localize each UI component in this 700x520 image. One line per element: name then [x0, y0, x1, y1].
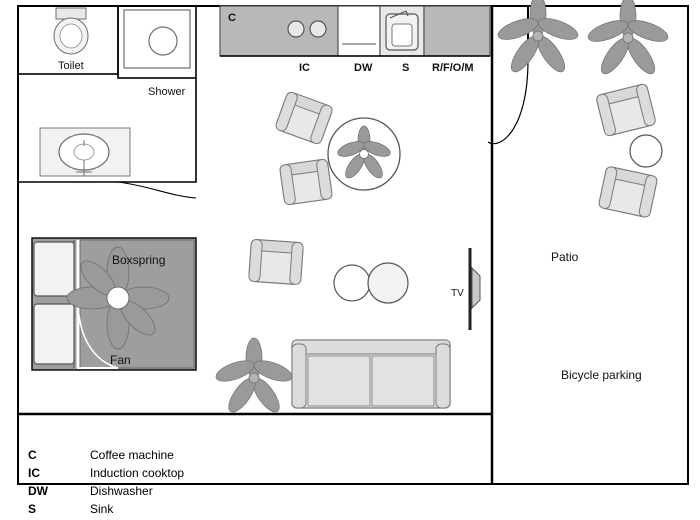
label-shower: Shower [148, 86, 186, 98]
washbasin-fixture [40, 128, 130, 176]
legend-value: Dishwasher [90, 484, 153, 498]
label-sink-tag: S [402, 62, 410, 74]
legend-value: Coffee machine [90, 448, 174, 462]
legend [28, 448, 448, 520]
side-tables [334, 263, 408, 303]
patio-plant [586, 0, 671, 78]
legend-row [28, 448, 448, 466]
kitchen-counter [220, 6, 490, 56]
label-dishwasher-tag: DW [354, 62, 373, 74]
legend-key: C [28, 448, 37, 462]
armchair [275, 91, 334, 145]
tv-unit [470, 248, 480, 330]
legend-row [28, 484, 448, 502]
armchair [279, 159, 332, 205]
legend-row [28, 502, 448, 520]
patio-side-table [630, 135, 662, 167]
patio-armchair [596, 83, 657, 136]
legend-value: Induction cooktop [90, 466, 185, 480]
label-patio: Patio [551, 250, 579, 264]
label-bicycle-parking: Bicycle parking [561, 368, 642, 382]
label-fan: Fan [110, 353, 131, 367]
label-coffee-machine-tag: C [228, 12, 236, 24]
legend-key: S [28, 502, 37, 516]
toilet-fixture [54, 8, 88, 54]
shower-fixture [124, 10, 190, 68]
label-rfom-tag: R/F/O/M [432, 62, 474, 74]
potted-plant [213, 338, 294, 416]
armchair [249, 239, 304, 285]
patio-plant [496, 0, 581, 76]
label-induction-cooktop-tag: IC [299, 62, 310, 74]
legend-key: DW [28, 484, 48, 498]
legend-row [28, 466, 448, 484]
legend-key: IC [28, 466, 40, 480]
label-boxspring: Boxspring [112, 253, 166, 267]
sofa [292, 340, 450, 408]
round-table [328, 118, 400, 190]
label-toilet: Toilet [58, 60, 84, 72]
patio-armchair [598, 166, 658, 218]
label-tv: TV [451, 288, 464, 299]
legend-value: Sink [90, 502, 114, 516]
